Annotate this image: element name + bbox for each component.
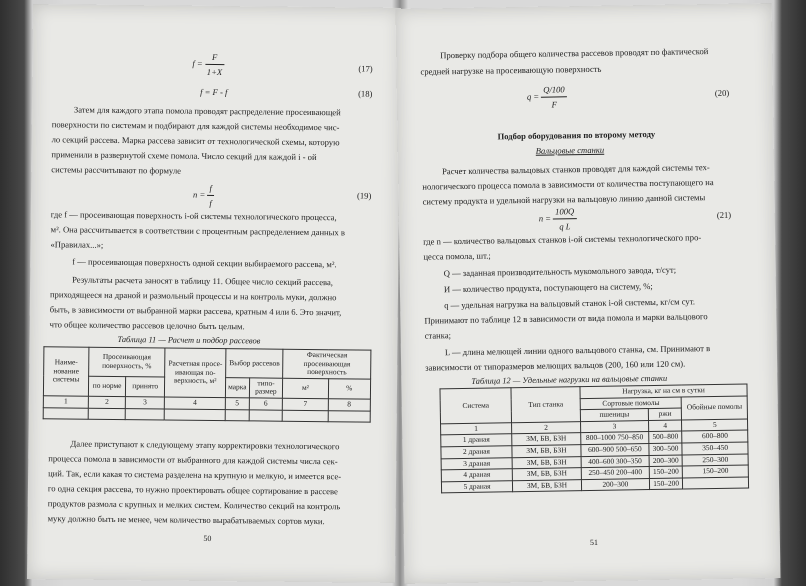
t11-col1: Наиме-нование системы (43, 347, 89, 396)
t11-empty (43, 407, 88, 419)
t11-col2: Просеивающая поверхность, % (89, 347, 165, 377)
t12-cell-rye: 300–500 (649, 443, 683, 455)
t12-h-load: Нагрузка, кг на см в сутки (580, 384, 747, 398)
t11-num: 3 (125, 397, 164, 409)
t12-cell-type: ЗМ, БВ, БЗН (512, 468, 581, 481)
t12-cell-system: 2 драная (441, 446, 512, 459)
r-para3-line-4: q — удельная нагрузка на вальцовый станок i-ой системы, кг/см сут. (444, 296, 696, 311)
para3-line-2: быть, в зависимости от выбранной марки рассева, кратным 4 или 6. Это значит, (49, 304, 342, 318)
para2-line-2: «Правилах...»; (50, 239, 104, 250)
t11-num: 5 (225, 398, 248, 410)
t11-num: 8 (328, 399, 371, 411)
t12-cell-wheat: 200–300 (581, 478, 649, 491)
t12-h-plain: Обойные помолы (682, 396, 748, 420)
para4-line-3: го одна секция рассева, то нужно проектировать общее сортирование в рассеве (47, 483, 338, 497)
t11-col3: Расчетная просе-ивающая по-верхность, м² (165, 348, 227, 398)
formula-17-den: 1+X (206, 67, 223, 78)
formula-20-den: F (551, 99, 557, 110)
t12-cell-system: 1 драная (441, 434, 512, 447)
t11-col4: Выбор рассевов (226, 349, 284, 378)
para1-line-3: применили в развернутой схеме помола. Число секций для каждой i - ой (51, 149, 317, 163)
t12-cell-plain: 150–200 (683, 465, 749, 478)
r-para3-line-8: зависимости от типоразмеров мелющих вальцов (200, 160 или 120 см). (425, 358, 686, 373)
formula-21-num: 100Q (553, 204, 576, 220)
para4-line-0: Далее приступают к следующему этапу корректировки технологического (70, 438, 340, 452)
formula-20-lhs: q = (526, 91, 540, 102)
r-para3-line-3: И — количество продукта, поступающего на систему, %; (443, 280, 653, 295)
formula-20-fraction (541, 82, 567, 112)
t12-cell-rye: 500–800 (648, 431, 682, 443)
formula-21-lhs: n = (538, 213, 552, 224)
para3-line-1: приходящееся на драной и размольный процессы и на контроль муки, должно (49, 289, 337, 303)
t11-col2b: принято (126, 376, 165, 397)
r-para3-line-6: станка; (424, 330, 452, 341)
t12-cell-rye: 150–200 (649, 466, 683, 478)
t12-num: 5 (682, 419, 748, 432)
t12-h-rye: ржи (648, 408, 682, 420)
t12-cell-wheat: 800–1000 750–850 (581, 432, 649, 445)
para4-line-2: ций. Так, если какая то система разделена на крупную и мелкую, и имеется все- (48, 468, 342, 482)
formula-20 (527, 82, 567, 112)
formula-21-fraction (553, 204, 577, 234)
formula-17-num: F (205, 50, 225, 65)
para3-line-0: Результаты расчета заносят в таблицу 11. Общее число секций рассева, (72, 274, 334, 288)
t11-num: 1 (43, 396, 88, 408)
t12-cell-system: 5 драная (441, 480, 512, 493)
r-para2-line-0: Расчет количества вальцовых станков проводят для каждой системы тех- (441, 162, 710, 177)
formula-19-lhs: n = (192, 189, 206, 200)
t11-col5: Фактическая просеивающая поверхность (283, 349, 371, 379)
t12-cell-plain: 350–450 (682, 442, 748, 455)
t12-cell-plain: 600–800 (682, 430, 748, 443)
r-para3-line-5: Принимают по таблице 12 в зависимости от вида помола и марки вальцового (424, 311, 708, 326)
t11-col4b: типо-размер (249, 378, 283, 399)
t11-col4a: марка (226, 377, 250, 397)
formula-17-lhs: f (192, 58, 195, 69)
t12-cell-type: ЗМ, БВ, БЗН (512, 479, 581, 492)
para4-line-4: продуктов размола с крупных и мелких систем. Количество секций на контроль (47, 498, 341, 512)
t11-empty (125, 408, 164, 420)
t12-num: 1 (441, 422, 512, 435)
para3-line-3: что общее количество рассевов целочно быть целым. (49, 319, 245, 332)
r-para3-line-2: Q — заданная производительность мукомольного завода, т/сут; (443, 264, 677, 279)
t11-empty (328, 410, 371, 422)
table-12 (439, 384, 749, 494)
para4-line-1: процесса помола в зависимости от выбранного для каждой системы числа сек- (48, 453, 338, 467)
eq-number-17: (17) (358, 63, 373, 74)
para1-line-4: системы рассчитывают по формуле (51, 164, 182, 176)
t12-cell-plain: 250–300 (682, 454, 748, 467)
t12-h-system: Система (440, 388, 512, 424)
t11-empty (225, 409, 248, 421)
t12-cell-wheat: 600–900 500–650 (581, 444, 649, 457)
para2-line-3: f — просеивающая поверхность одной секции выбираемого рассева, м². (72, 256, 337, 270)
section-heading: Подбор оборудования по второму методу (497, 128, 656, 142)
r-para1-line-0: Проверку подбора общего количества рассевов проводят по фактической (440, 46, 709, 61)
t12-cell-plain (683, 477, 749, 490)
para2-line-0: где f — просеивающая поверхность i-ой системы технологического процесса, (50, 209, 337, 223)
r-para2-line-2: систему продукта и удельной нагрузки на вальцовую линию данной системы (422, 192, 706, 207)
t12-h-sort: Сортовые помолы (580, 397, 682, 410)
formula-20-num: Q/100 (541, 82, 567, 98)
eq-number-20: (20) (714, 87, 730, 98)
t12-cell-wheat: 400–600 300–350 (581, 455, 649, 468)
para1-line-2: ло секций рассева. Марка рассева зависит от технологической схемы, которую (51, 134, 340, 148)
t12-cell-system: 3 драная (441, 457, 512, 470)
para1-line-1: поверхности по системам и подбирают для каждой системы необходимое чис- (51, 119, 340, 133)
t11-empty (88, 408, 125, 420)
t12-cell-type: ЗМ, БВ, БЗН (512, 445, 581, 458)
t12-h-type: Тип станка (511, 387, 581, 423)
t12-cell-rye: 150–200 (649, 478, 683, 490)
formula-19-num: f (207, 181, 214, 196)
formula-17: f = $\frac{F}{1+X}$ (192, 50, 224, 80)
table11-caption: Таблица 11 — Расчет и подбор рассевов (117, 334, 261, 346)
para1-line-0: Затем для каждого этапа помола проводят распределение просеивающей (73, 104, 341, 118)
section-subheading: Вальцовые станки (535, 144, 605, 156)
t11-num: 4 (164, 397, 225, 409)
t11-empty (249, 409, 283, 421)
formula-21 (539, 204, 577, 234)
t11-num: 2 (88, 396, 125, 408)
right-page (396, 3, 781, 584)
t12-num: 4 (648, 420, 682, 432)
t12-num: 3 (581, 420, 649, 433)
page-number-right: 51 (589, 537, 598, 548)
t12-cell-system: 4 драная (441, 469, 512, 482)
formula-19-den: f (209, 198, 212, 209)
page-number-left: 50 (203, 533, 212, 543)
t11-col2a: по норме (88, 376, 125, 397)
t11-col5a: м² (283, 378, 328, 399)
t11-col5b: % (328, 378, 371, 399)
eq-number-19: (19) (356, 190, 372, 201)
formula-21-den: q L (559, 221, 571, 232)
t12-num: 2 (512, 421, 581, 434)
para2-line-1: м². Она рассчитывается в соответствии с процентным распределением данных в (50, 224, 346, 238)
t11-num: 7 (283, 398, 328, 410)
table12-caption: Таблица 12 — Удельные нагрузки на вальцовые станки (471, 373, 668, 386)
formula-19-fraction (207, 181, 214, 210)
t12-h-wheat: пшеницы (580, 409, 648, 422)
eq-number-21: (21) (716, 209, 732, 220)
left-page (27, 4, 401, 583)
r-para3-line-1: цесса помола, шт.; (423, 250, 491, 262)
formula-18: f = F - f (200, 86, 228, 98)
t11-empty (164, 409, 225, 421)
t12-cell-type: ЗМ, БВ, БЗН (512, 456, 581, 469)
t12-cell-rye: 200–300 (649, 455, 683, 467)
r-para3-line-0: где n — количество вальцовых станков i-ой системы технологического про- (423, 232, 702, 247)
t11-empty (283, 410, 328, 422)
table-11 (43, 346, 372, 423)
formula-17-fraction (205, 50, 225, 80)
eq-number-18: (18) (358, 88, 373, 99)
r-para3-line-7: L — длина мелющей линии одного вальцового станка, см. Принимают в (444, 343, 711, 358)
para4-line-5: муку должно быть не менее, чем количество вырабатываемых сортов муки. (47, 513, 325, 527)
t12-cell-wheat: 250–450 200–400 (581, 467, 649, 480)
t12-cell-type: ЗМ, БВ, БЗН (512, 433, 581, 446)
r-para1-line-1: средней нагрузке на просеивающую поверхность (420, 63, 602, 77)
t11-num: 6 (249, 398, 283, 410)
formula-19 (193, 181, 214, 211)
r-para2-line-1: нологического процесса помола в зависимости от количества поступающего на (422, 177, 714, 192)
